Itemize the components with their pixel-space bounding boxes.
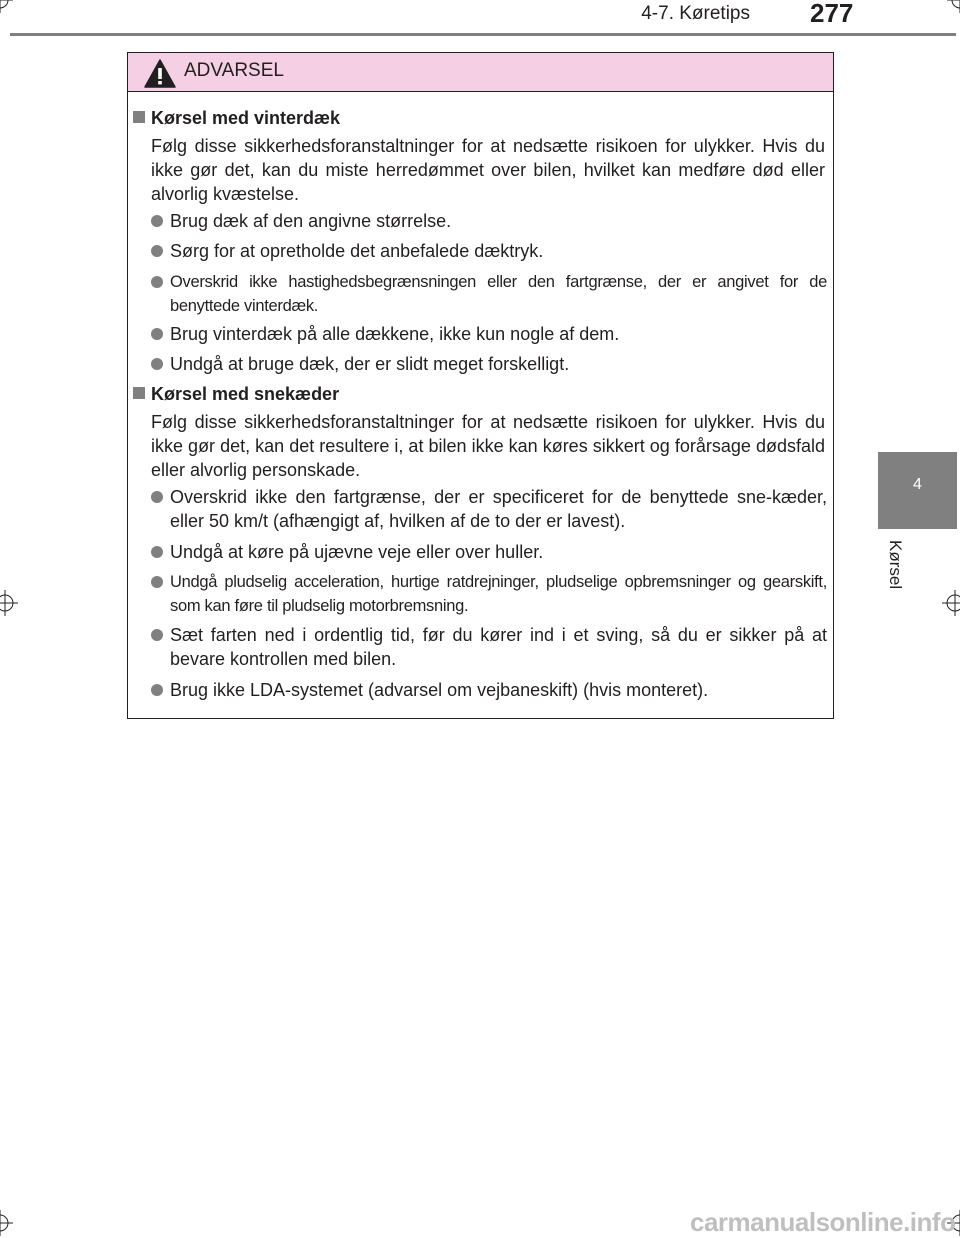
list-item: Brug ikke LDA-systemet (advarsel om vejbaneskift) (hvis monteret). [151, 678, 827, 702]
list-item: Undgå at køre på ujævne veje eller over huller. [151, 540, 827, 564]
crop-mark-icon [0, 590, 18, 616]
circle-bullet-icon [151, 328, 163, 340]
chapter-tab [878, 452, 957, 529]
list-item: Sørg for at opretholde det anbefalede dæktryk. [151, 239, 827, 263]
chapter-number: 4 [913, 476, 922, 493]
crop-mark-icon [942, 590, 960, 616]
square-bullet-icon [133, 111, 145, 123]
circle-bullet-icon [151, 215, 163, 227]
section-intro: Følg disse sikkerhedsforanstaltninger for at nedsætte risikoen for ulykker. Hvis du ikke gør det, kan du miste herredømmet over bilen, hvilket kan medføre død eller alvorlig kvæstelse. [151, 136, 825, 204]
crop-mark-icon [0, 0, 13, 13]
circle-bullet-icon [151, 491, 163, 503]
section-heading [133, 383, 339, 405]
list-item: Sæt farten ned i ordentlig tid, før du kører ind i et sving, så du er sikker på at bevare kontrollen med bilen. [151, 623, 827, 671]
section-heading [133, 107, 340, 129]
circle-bullet-icon [151, 276, 163, 288]
watermark-text: carmanualsonline.info [690, 1207, 956, 1237]
square-bullet-icon [133, 387, 145, 399]
circle-bullet-icon [151, 358, 163, 370]
chapter-label: Kørsel [886, 540, 905, 590]
section-title: 4-7. Køretips [641, 3, 750, 24]
section-heading-text: Kørsel med vinterdæk [151, 108, 341, 128]
list-item: Brug vinterdæk på alle dækkene, ikke kun nogle af dem. [151, 322, 827, 346]
page-number: 277 [810, 0, 854, 28]
circle-bullet-icon [151, 576, 163, 588]
list-item: Overskrid ikke hastighedsbegrænsningen eller den fartgrænse, der er angivet for de benyttede vinterdæk. [151, 270, 827, 318]
list-item: Undgå pludselig acceleration, hurtige ratdrejninger, pludselige opbremsninger og gearskift, som kan føre til pludselig motorbremsning. [151, 570, 827, 618]
circle-bullet-icon [151, 684, 163, 696]
warning-label: ADVARSEL [184, 60, 284, 81]
header-divider [10, 33, 956, 36]
crop-mark-icon [947, 0, 960, 13]
list-item: Overskrid ikke den fartgrænse, der er specificeret for de benyttede sne-kæder, eller 50 km/t (afhængigt af, hvilken af de to der er lavest). [151, 485, 827, 533]
list-item: Brug dæk af den angivne størrelse. [151, 209, 827, 233]
circle-bullet-icon [151, 546, 163, 558]
section-heading-text: Kørsel med snekæder [151, 384, 340, 404]
list-item: Undgå at bruge dæk, der er slidt meget forskelligt. [151, 352, 827, 376]
warning-box [127, 52, 834, 719]
warning-triangle-icon [144, 59, 176, 88]
circle-bullet-icon [151, 629, 163, 641]
warning-header [128, 53, 833, 92]
circle-bullet-icon [151, 245, 163, 257]
crop-mark-icon [0, 1210, 13, 1236]
section-intro: Følg disse sikkerhedsforanstaltninger for at nedsætte risikoen for ulykker. Hvis du ikke gør det, kan det resultere i, at bilen ikke kan køres sikkert og forårsage dødsfald eller alvorlig personskade. [151, 412, 825, 480]
